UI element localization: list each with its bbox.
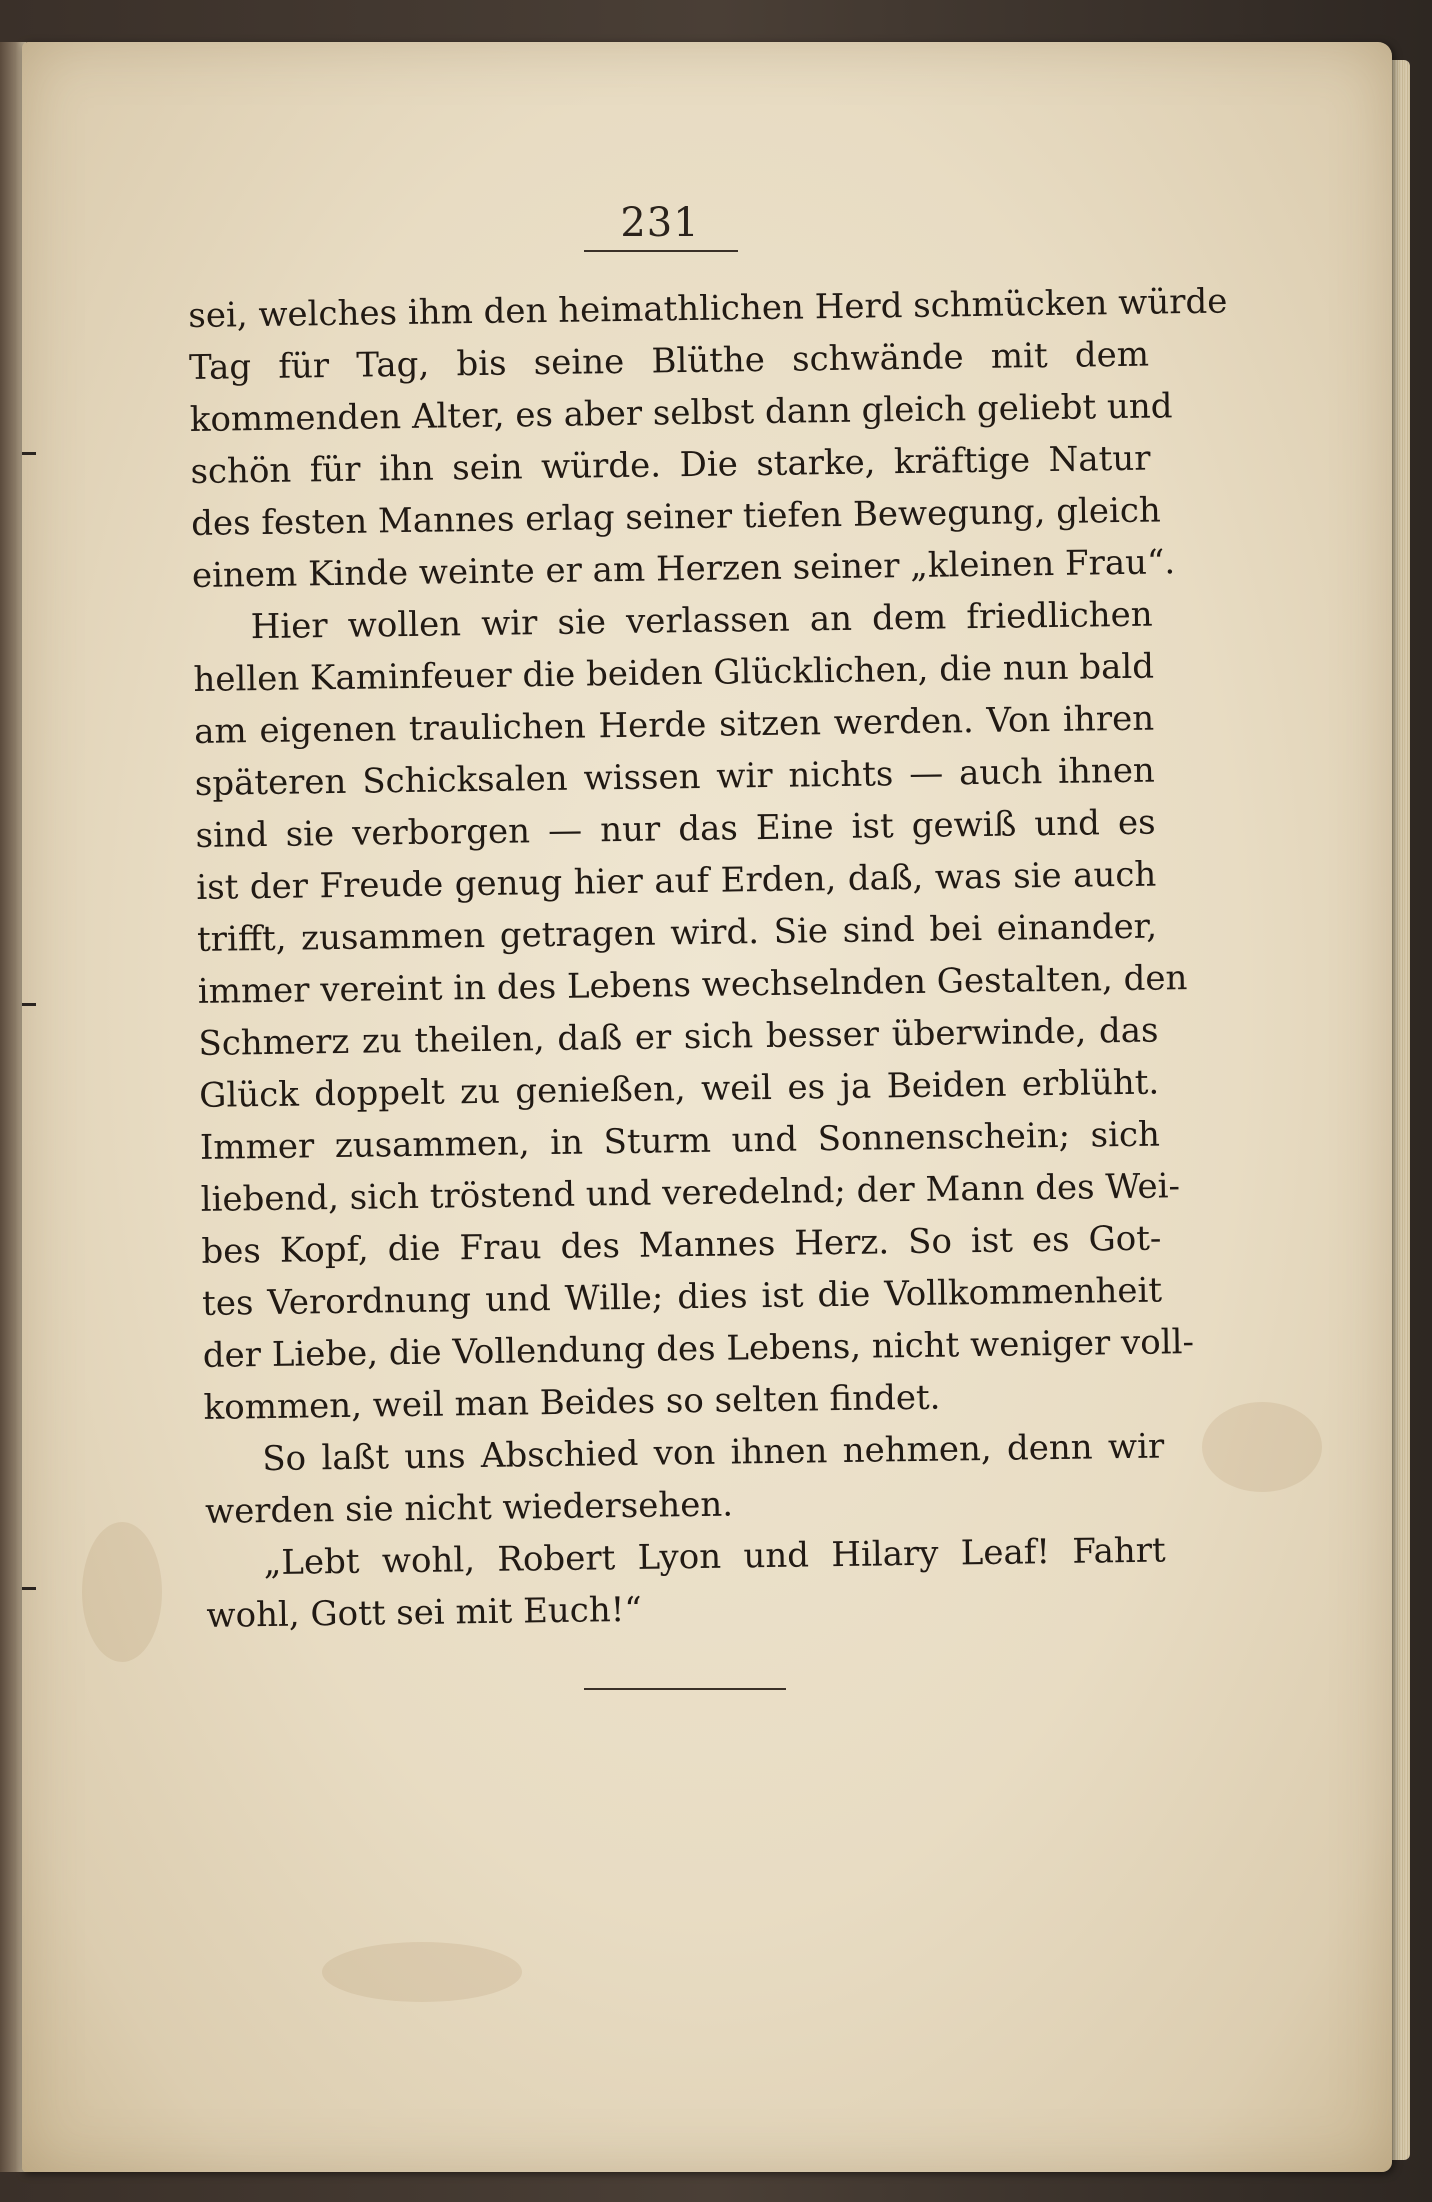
text-line: schön für ihn sein würde. Die starke, kräftige Natur	[190, 438, 1151, 492]
page-number: 231	[620, 200, 700, 246]
edge-mark	[22, 1587, 36, 1590]
text-line: werden sie nicht wiedersehen.	[204, 1484, 734, 1532]
paragraph-start-line: „Lebt wohl, Robert Lyon und Hilary Leaf! Fahrt	[263, 1530, 1166, 1584]
text-line: wohl, Gott sei mit Euch!“	[206, 1589, 643, 1636]
text-line: tes Verordnung und Wille; dies ist die Vollkommenheit	[201, 1270, 1163, 1324]
text-line: sind sie verborgen — nur das Eine ist gewiß und es	[195, 802, 1156, 856]
text-line: Glück doppelt zu genießen, weil es ja Beiden erblüht.	[198, 1062, 1160, 1116]
text-line: bes Kopf, die Frau des Mannes Herz. So ist es Got-	[201, 1218, 1162, 1272]
text-line: kommenden Alter, es aber selbst dann gleich geliebt und	[189, 386, 1173, 440]
edge-mark	[22, 452, 36, 455]
paragraph-start-line: So laßt uns Abschied von ihnen nehmen, denn wir	[262, 1426, 1165, 1480]
text-line: einem Kinde weinte er am Herzen seiner „kleinen Frau“.	[191, 542, 1176, 596]
edge-mark	[22, 1003, 36, 1006]
text-line: hellen Kaminfeuer die beiden Glücklichen, die nun bald	[193, 646, 1155, 700]
text-line: liebend, sich tröstend und veredelnd; der Mann des Wei-	[200, 1166, 1181, 1220]
text-line: ist der Freude genug hier auf Erden, daß, was sie auch	[196, 854, 1157, 908]
text-line: späteren Schicksalen wissen wir nichts — auch ihnen	[194, 750, 1156, 804]
text-line: sei, welches ihm den heimathlichen Herd schmücken würde	[188, 281, 1228, 336]
text-line: des festen Mannes erlag seiner tiefen Bewegung, gleich	[190, 490, 1162, 544]
body-text	[188, 277, 1228, 1642]
text-line: der Liebe, die Vollendung des Lebens, nicht weniger voll-	[202, 1322, 1195, 1376]
text-line: am eigenen traulichen Herde sitzen werden. Von ihren	[193, 698, 1155, 752]
text-line: trifft, zusammen getragen wird. Sie sind bei einander,	[196, 906, 1158, 960]
text-line: kommen, weil man Beides so selten findet.	[203, 1377, 941, 1428]
text-line: Immer zusammen, in Sturm und Sonnenschein; sich	[199, 1114, 1161, 1168]
text-line: Schmerz zu theilen, daß er sich besser überwinde, das	[198, 1010, 1159, 1064]
header-rule	[584, 250, 738, 252]
paper-stain	[322, 1942, 522, 2002]
paper-stain	[82, 1522, 162, 1662]
end-rule	[584, 1688, 786, 1690]
text-line: immer vereint in des Lebens wechselnden Gestalten, den	[197, 958, 1188, 1012]
paragraph-start-line: Hier wollen wir sie verlassen an dem friedlichen	[250, 594, 1153, 648]
text-line: Tag für Tag, bis seine Blüthe schwände mit dem	[188, 334, 1150, 388]
paper-stain	[1202, 1402, 1322, 1492]
